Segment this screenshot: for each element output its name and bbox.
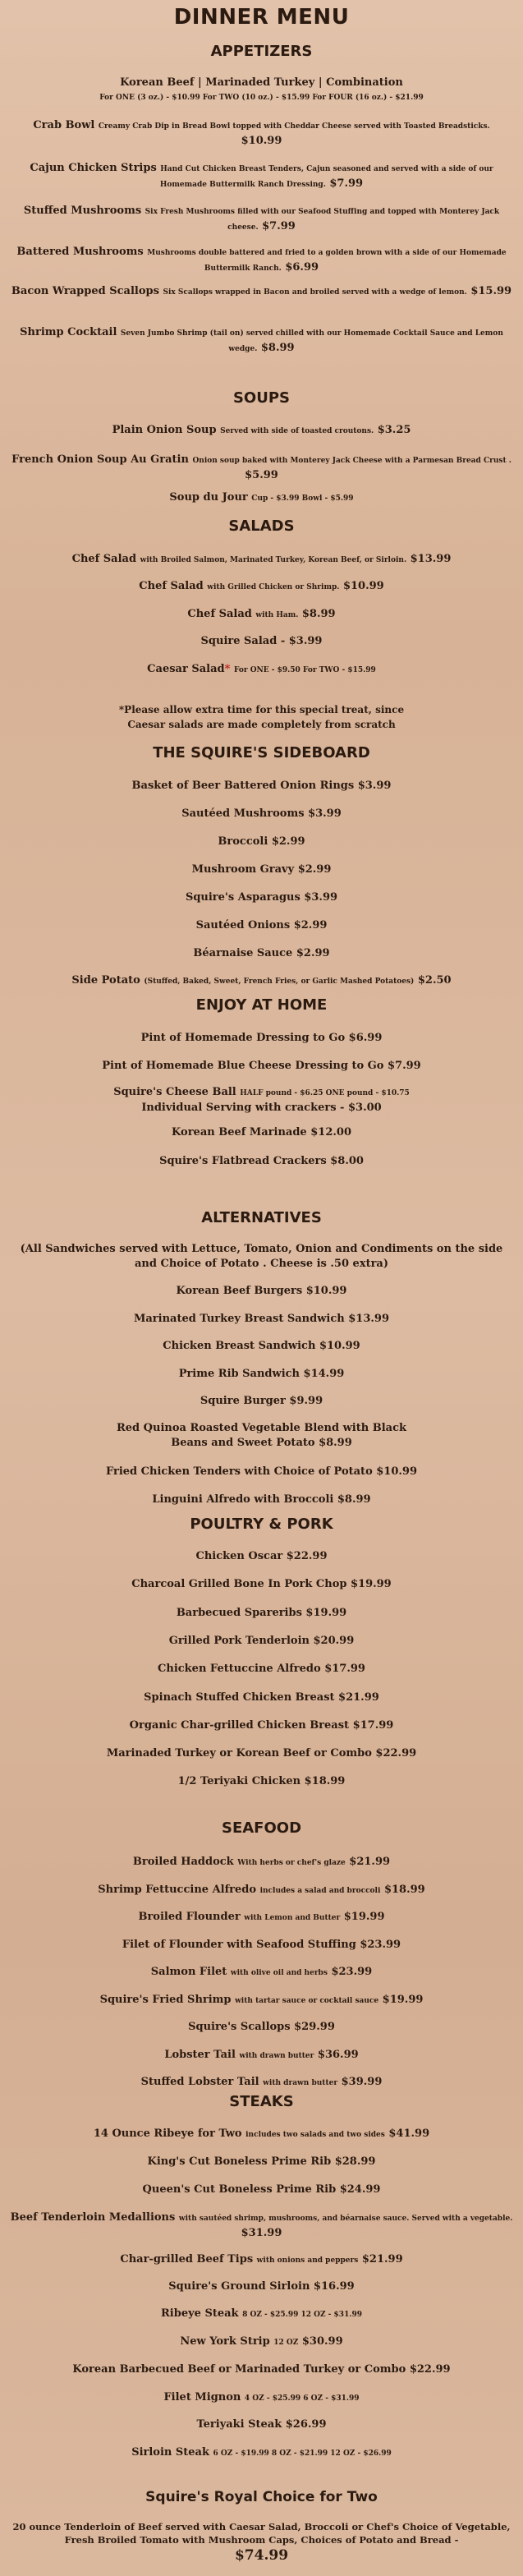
cajun-desc: Hand Cut Chicken Breast Tenders, Cajun seasoned and served with a side of our Homemade Buttermilk Ranch Dressing. — [159, 165, 493, 189]
seafood-item-price: $23.99 — [360, 1938, 401, 1951]
combo-item — [8, 76, 515, 105]
cheese-ball — [8, 1085, 515, 1116]
ribeye2-name: 14 Ounce Ribeye for Two — [93, 2128, 242, 2140]
crab-bowl-price: $10.99 — [241, 135, 282, 147]
teriyaki-steak: Teriyaki Steak $26.99 — [196, 2418, 327, 2431]
sideboard-item-price: $2.99 — [271, 835, 305, 848]
sideboard-item — [8, 918, 515, 933]
home-blue-cheese: Pint of Homemade Blue Cheese Dressing to Go $7.99 — [102, 1060, 421, 1072]
sideboard-item — [8, 807, 515, 821]
alternatives-note-text: (All Sandwiches served with Lettuce, Tomato, Onion and Condiments on the side and Choice of Potato . Cheese is .50 extra) — [20, 1243, 503, 1270]
poultry-item: Marinaded Turkey or Korean Beef or Combo $22.99 — [106, 1747, 417, 1760]
scallops-desc: Six Scallops wrapped in Bacon and broiled served with a wedge of lemon. — [163, 288, 467, 297]
scallops-name: Bacon Wrapped Scallops — [11, 285, 159, 297]
seafood-item-desc: with tartar sauce or cocktail sauce — [235, 1996, 379, 2005]
seafood-item-desc: with drawn butter — [239, 2051, 314, 2060]
french-onion-desc: Onion soup baked with Monterey Jack Cheese with a Parmesan Bread Crust . — [192, 457, 512, 465]
kings-cut: King's Cut Boneless Prime Rib $28.99 — [147, 2155, 376, 2168]
quinoa-item — [8, 1421, 515, 1451]
home-dressing: Pint of Homemade Dressing to Go $6.99 — [140, 1032, 383, 1044]
crab-bowl-desc: Creamy Crab Dip in Bread Bowl topped with Cheddar Cheese served with Toasted Breadsticks. — [98, 122, 490, 131]
battered-price: $6.99 — [285, 261, 319, 274]
home-marinade: Korean Beef Marinade $12.00 — [172, 1126, 351, 1138]
seafood-heading: SEAFOOD — [221, 1819, 302, 1837]
shrimp-name: Shrimp Cocktail — [20, 326, 117, 338]
poultry-item: Organic Char-grilled Chicken Breast $17.99 — [129, 1718, 394, 1732]
seafood-item-name: Broiled Flounder — [138, 1911, 241, 1923]
poultry-item: Spinach Stuffed Chicken Breast $21.99 — [144, 1690, 379, 1704]
alternatives-item: Chicken Breast Sandwich $10.99 — [163, 1340, 360, 1352]
sideboard-item — [8, 946, 515, 961]
filet-desc: 4 OZ - $25.99 6 OZ - $31.99 — [244, 2394, 360, 2403]
royal-desc: 20 ounce Tenderloin of Beef served with Caesar Salad, Broccoli or Chef's Choice of Vegetable, Fresh Broiled Tomato with Mushroom Caps, Choices of Potato and Bread - — [12, 2521, 511, 2546]
sideboard-item-name: Béarnaise Sauce — [193, 947, 293, 959]
caesar-note — [8, 702, 515, 732]
seafood-item-desc: with drawn butter — [263, 2079, 338, 2087]
seafood-item-name: Stuffed Lobster Tail — [140, 2076, 259, 2088]
seafood-item-desc: includes a salad and broccoli — [259, 1886, 381, 1895]
seafood-item-desc: with olive oil and herbs — [230, 1969, 328, 1977]
page-title: DINNER MENU — [173, 5, 350, 30]
cajun-name: Cajun Chicken Strips — [30, 162, 157, 174]
sideboard-item-price: $3.99 — [304, 891, 338, 904]
seafood-item — [8, 2020, 515, 2036]
sideboard-item-price: $2.99 — [297, 863, 332, 876]
alternatives-item: Squire Burger $9.99 — [200, 1395, 323, 1407]
chef-salad-3 — [8, 607, 515, 623]
quinoa-text: Red Quinoa Roasted Vegetable Blend with Black Beans and Sweet Potato $8.99 — [116, 1422, 406, 1449]
alternatives-item: Prime Rib Sandwich $14.99 — [178, 1367, 345, 1380]
seafood-item-price: $18.99 — [383, 1883, 425, 1896]
scallops-item — [8, 284, 515, 300]
sideboard-item-name: Squire's Asparagus — [185, 891, 300, 904]
sideboard-item-name: Sautéed Onions — [195, 919, 291, 932]
alternatives-item: Korean Beef Burgers $10.99 — [176, 1285, 347, 1297]
mushrooms-price: $7.99 — [262, 220, 296, 232]
royal-heading: Squire's Royal Choice for Two — [145, 2489, 378, 2505]
chef2-name: Chef Salad — [139, 580, 204, 592]
caesar-note-text: *Please allow extra time for this special treat, since Caesar salads are made completely from scratch — [118, 704, 405, 730]
medallions-desc: with sautéed shrimp, mushrooms, and béarnaise sauce. Served with a vegetable. — [178, 2215, 513, 2223]
combo-sizes: For ONE (3 oz.) - $10.99 For TWO (10 oz.) - $15.99 For FOUR (16 oz.) - $21.99 — [99, 94, 424, 102]
sideboard-item-price: $2.99 — [293, 919, 328, 932]
chef1-price: $13.99 — [410, 553, 452, 565]
poultry-heading: POULTRY & PORK — [190, 1516, 333, 1533]
squire-salad-name: Squire Salad — [200, 635, 278, 647]
ground-sirloin: Squire's Ground Sirloin $16.99 — [168, 2280, 355, 2293]
poultry-item: Chicken Fettuccine Alfredo $17.99 — [158, 1663, 365, 1676]
seafood-item-price: $19.99 — [382, 1993, 424, 2006]
sideboard-item — [8, 835, 515, 849]
onion-soup-name: Plain Onion Soup — [112, 424, 217, 436]
soup-du-jour-desc: Cup - $3.99 Bowl - $5.99 — [251, 494, 354, 503]
tips-name: Char-grilled Beef Tips — [120, 2253, 254, 2266]
medallions-price: $31.99 — [241, 2227, 282, 2239]
french-onion-item — [8, 453, 515, 483]
cajun-item — [8, 161, 515, 192]
mushrooms-name: Stuffed Mushrooms — [23, 205, 142, 217]
cheese-ball-individual: Individual Serving with crackers - $3.00 — [141, 1102, 382, 1114]
ribeye-name: Ribeye Steak — [161, 2307, 239, 2320]
onion-soup-desc: Served with side of toasted croutons. — [220, 427, 374, 435]
side-potato — [8, 973, 515, 989]
mushrooms-item — [8, 204, 515, 235]
medallions — [8, 2210, 515, 2241]
squire-salad-price: - $3.99 — [280, 635, 323, 647]
battered-name: Battered Mushrooms — [16, 246, 144, 258]
alternatives-heading: ALTERNATIVES — [201, 1209, 322, 1226]
seafood-item — [8, 1883, 515, 1898]
chef3-price: $8.99 — [301, 608, 336, 620]
chef3-desc: with Ham. — [255, 611, 299, 619]
tips-desc: with onions and peppers — [256, 2256, 359, 2265]
shrimp-desc: Seven Jumbo Shrimp (tail on) served chilled with our Homemade Cocktail Sauce and Lemon wedge. — [120, 329, 503, 353]
beef-tips — [8, 2252, 515, 2268]
sideboard-item-price: $2.99 — [296, 947, 330, 959]
onion-soup-item — [8, 423, 515, 439]
seafood-item-name: Lobster Tail — [164, 2048, 236, 2061]
chef-salad-1 — [8, 552, 515, 568]
side-potato-price: $2.50 — [417, 974, 452, 987]
caesar-salad — [8, 662, 515, 678]
poultry-item: Chicken Oscar $22.99 — [195, 1550, 328, 1562]
chef2-desc: with Grilled Chicken or Shrimp. — [207, 583, 340, 591]
seafood-item — [8, 2075, 515, 2091]
seafood-item-desc: With herbs or chef's glaze — [237, 1859, 346, 1867]
battered-desc: Mushrooms double battered and fried to a golden brown with a side of our Homemade Buttermilk Ranch. — [147, 249, 507, 273]
crab-bowl-name: Crab Bowl — [33, 119, 95, 131]
scallops-price: $15.99 — [470, 285, 512, 297]
appetizers-heading: APPETIZERS — [210, 43, 313, 60]
sideboard-item — [8, 779, 515, 794]
korean-bbq: Korean Barbecued Beef or Marinaded Turkey or Combo $22.99 — [72, 2363, 451, 2376]
seafood-item — [8, 1938, 515, 1953]
poultry-item: Grilled Pork Tenderloin $20.99 — [168, 1634, 355, 1647]
shrimp-item — [8, 325, 515, 356]
soup-du-jour-name: Soup du Jour — [169, 491, 248, 504]
sideboard-item-name: Sautéed Mushrooms — [181, 807, 305, 820]
ribeye-desc: 8 OZ - $25.99 12 OZ - $31.99 — [242, 2311, 362, 2319]
sirloin-steak — [8, 2445, 515, 2461]
squire-salad — [8, 634, 515, 649]
ribeye-for-two — [8, 2127, 515, 2142]
medallions-name: Beef Tenderloin Medallions — [10, 2211, 176, 2224]
seafood-item — [8, 1965, 515, 1980]
seafood-item — [8, 1910, 515, 1925]
onion-soup-price: $3.25 — [377, 424, 411, 436]
chef1-desc: with Broiled Salmon, Marinated Turkey, Korean Beef, or Sirloin. — [140, 556, 407, 564]
filet-name: Filet Mignon — [163, 2391, 241, 2404]
sideboard-item-name: Basket of Beer Battered Onion Rings — [131, 780, 355, 792]
poultry-item: 1/2 Teriyaki Chicken $18.99 — [177, 1775, 346, 1788]
cajun-price: $7.99 — [329, 177, 364, 190]
alternatives-note — [8, 1242, 515, 1272]
sirloin-desc: 6 OZ - $19.99 8 OZ - $21.99 12 OZ - $26.99 — [213, 2450, 392, 2458]
poultry-item: Charcoal Grilled Bone In Pork Chop $19.99 — [131, 1578, 392, 1591]
sideboard-item-price: $3.99 — [357, 780, 392, 792]
side-potato-name: Side Potato — [71, 974, 140, 987]
french-onion-name: French Onion Soup Au Gratin — [11, 453, 189, 466]
strip-price: $30.99 — [301, 2335, 343, 2348]
crab-bowl-item — [8, 118, 515, 149]
seafood-item-desc: with Lemon and Butter — [244, 1914, 341, 1922]
salads-heading: SALADS — [228, 518, 295, 535]
seafood-item-price: $19.99 — [343, 1911, 385, 1923]
french-onion-price: $5.99 — [245, 469, 278, 481]
chef1-name: Chef Salad — [71, 553, 137, 565]
seafood-item-name: Squire's Fried Shrimp — [99, 1993, 232, 2006]
seafood-item-price: $39.99 — [341, 2076, 383, 2088]
cheese-ball-desc: HALF pound - $6.25 ONE pound - $10.75 — [240, 1089, 410, 1097]
soup-du-jour-item — [8, 490, 515, 506]
seafood-item — [8, 2048, 515, 2063]
ribeye-steak — [8, 2307, 515, 2322]
strip-desc: 12 OZ — [273, 2339, 299, 2347]
seafood-item — [8, 1993, 515, 2008]
seafood-item — [8, 1855, 515, 1870]
steaks-heading: STEAKS — [229, 2093, 294, 2110]
cheese-ball-name: Squire's Cheese Ball — [113, 1086, 236, 1098]
home-crackers: Squire's Flatbread Crackers $8.00 — [159, 1155, 364, 1167]
seafood-item-price: $21.99 — [349, 1856, 391, 1868]
royal-price: $74.99 — [234, 2547, 289, 2564]
seafood-item-name: Shrimp Fettuccine Alfredo — [98, 1883, 257, 1896]
chef-salad-2 — [8, 579, 515, 595]
tips-price: $21.99 — [361, 2253, 403, 2266]
sideboard-item-price: $3.99 — [308, 807, 342, 820]
battered-item — [8, 245, 515, 276]
ribeye2-desc: includes two salads and two sides — [245, 2131, 385, 2139]
sideboard-item — [8, 862, 515, 877]
sideboard-item-name: Broccoli — [218, 835, 268, 848]
caesar-name: Caesar Salad — [147, 663, 225, 675]
sideboard-item — [8, 890, 515, 905]
seafood-item-price: $36.99 — [317, 2048, 359, 2061]
combo-name: Korean Beef | Marinaded Turkey | Combination — [120, 76, 403, 89]
seafood-item-price: $23.99 — [331, 1966, 373, 1978]
home-heading: ENJOY AT HOME — [195, 996, 328, 1014]
seafood-item-name: Salmon Filet — [150, 1966, 227, 1978]
side-potato-desc: (Stuffed, Baked, Sweet, French Fries, or Garlic Mashed Potatoes) — [144, 978, 415, 986]
seafood-item-name: Broiled Haddock — [132, 1856, 234, 1868]
poultry-item: Barbecued Spareribs $19.99 — [176, 1606, 347, 1619]
filet-mignon — [8, 2390, 515, 2406]
shrimp-price: $8.99 — [260, 342, 295, 354]
caesar-star: * — [224, 663, 231, 675]
soups-heading: SOUPS — [232, 389, 291, 407]
seafood-item-name: Squire's Scallops — [188, 2021, 291, 2033]
linguini-item: Linguini Alfredo with Broccoli $8.99 — [152, 1493, 371, 1506]
tenders-item: Fried Chicken Tenders with Choice of Potato $10.99 — [105, 1465, 418, 1478]
caesar-desc: For ONE - $9.50 For TWO - $15.99 — [233, 666, 376, 674]
sideboard-item-name: Mushroom Gravy — [191, 863, 295, 876]
strip-name: New York Strip — [180, 2335, 270, 2348]
ny-strip — [8, 2334, 515, 2350]
chef3-name: Chef Salad — [187, 608, 252, 620]
ribeye2-price: $41.99 — [388, 2128, 430, 2140]
seafood-item-price: $29.99 — [294, 2021, 335, 2033]
mushrooms-desc: Six Fresh Mushrooms filled with our Seafood Stuffing and topped with Monterey Jack cheese. — [145, 208, 500, 232]
chef2-price: $10.99 — [342, 580, 384, 592]
seafood-item-name: Filet of Flounder with Seafood Stuffing — [122, 1938, 356, 1951]
alternatives-item: Marinated Turkey Breast Sandwich $13.99 — [133, 1312, 390, 1325]
queens-cut: Queen's Cut Boneless Prime Rib $24.99 — [142, 2183, 381, 2196]
sirloin-name: Sirloin Steak — [131, 2446, 209, 2459]
sideboard-heading: THE SQUIRE'S SIDEBOARD — [153, 744, 370, 761]
